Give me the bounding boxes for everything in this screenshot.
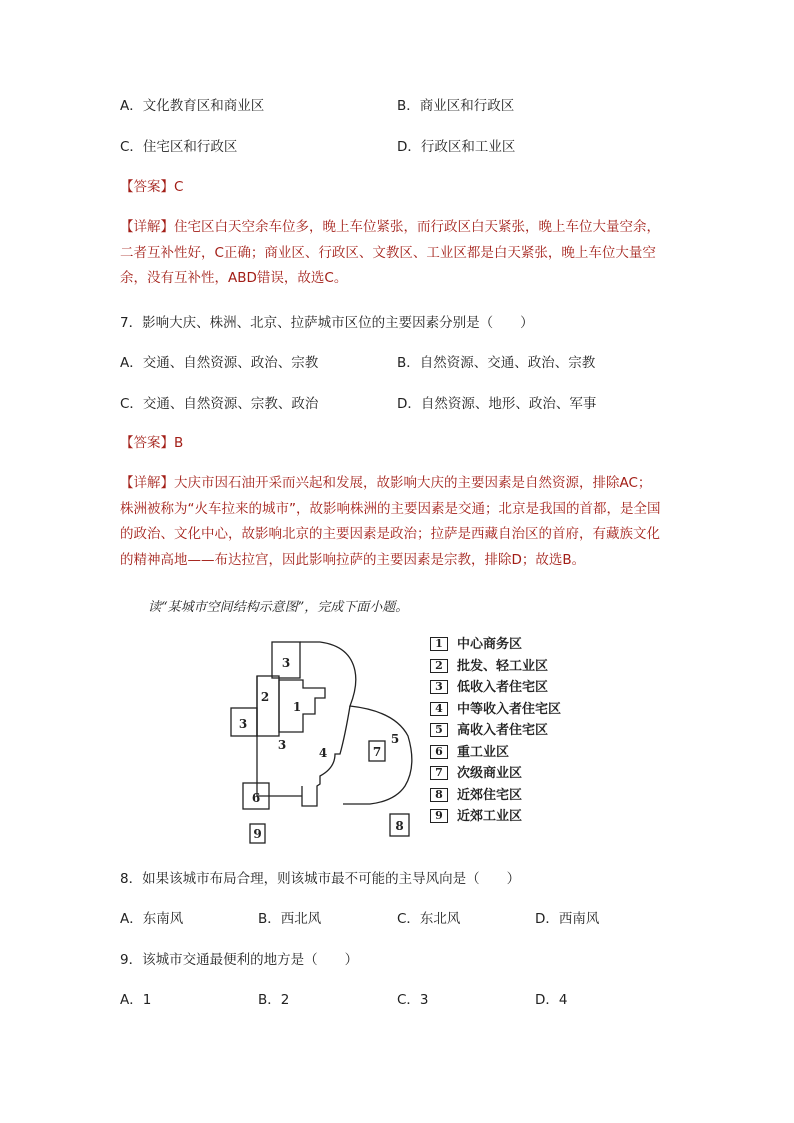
q7-answer — [120, 433, 183, 453]
detail-text: 大庆市因石油开采而兴起和发展，故影响大庆的主要因素是自然资源，排除AC； — [174, 475, 652, 491]
q8-option-b: B．西北风 — [258, 911, 322, 927]
zone-2 — [257, 676, 279, 736]
legend-label: 批发、轻工业区 — [457, 658, 549, 674]
zone-label: 7 — [372, 745, 382, 759]
answer-value: C — [174, 179, 184, 195]
legend-label: 中心商务区 — [457, 637, 523, 652]
q9-stem: 9．该城市交通最便利的地方是（ ） — [120, 952, 359, 968]
detail-line — [120, 215, 680, 241]
city-boundary — [300, 642, 412, 804]
q6-option-c: C．住宅区和行政区 — [120, 139, 238, 155]
answer-tag: 【答案】 — [120, 435, 174, 451]
detail-line: 株洲被称为“火车拉来的城市”，故影响株洲的主要因素是交通；北京是我国的首都，是全国 — [120, 500, 661, 517]
legend-key: 2 — [430, 659, 448, 673]
detail-text: 住宅区白天空余车位多，晚上车位紧张，而行政区白天紧张，晚上车位大量空余， — [174, 219, 660, 235]
zone-1 — [279, 680, 325, 732]
q9-option-d: D．4 — [535, 992, 568, 1008]
q9-option-b: B．2 — [258, 992, 290, 1008]
q8-option-a: A．东南风 — [120, 911, 184, 927]
legend-label: 次级商业区 — [457, 766, 523, 781]
q6-answer — [120, 177, 183, 197]
detail-line: 二者互补性好，C正确；商业区、行政区、文教区、工业区都是白天紧张，晚上车位大量空 — [120, 244, 656, 261]
detail-line — [120, 471, 680, 497]
q7-stem: 7．影响大庆、株洲、北京、拉萨城市区位的主要因素分别是（ ） — [120, 315, 534, 331]
q8-option-c: C．东北风 — [397, 911, 461, 927]
zone-label: 3 — [277, 738, 287, 752]
zone-label: 1 — [292, 700, 302, 714]
legend-label: 近郊住宅区 — [457, 787, 523, 803]
legend-key: 5 — [430, 723, 448, 737]
zone-label: 3 — [238, 717, 248, 731]
city-structure-map — [225, 636, 425, 846]
legend-label: 高收入者住宅区 — [457, 723, 549, 738]
zone-label: 8 — [395, 819, 404, 833]
map-intro: 读“某城市空间结构示意图”，完成下面小题。 — [148, 600, 409, 615]
detail-line: 的政治、文化中心，故影响北京的主要因素是政治；拉萨是西藏自治区的首府，有藏族文化 — [120, 526, 660, 542]
q6-option-a: A．文化教育区和商业区 — [120, 98, 265, 114]
q7-option-c: C．交通、自然资源、宗教、政治 — [120, 396, 319, 412]
q9-option-c: C．3 — [397, 992, 429, 1008]
q7-option-b: B．自然资源、交通、政治、宗教 — [397, 355, 596, 371]
q7-detail — [120, 471, 680, 573]
legend-key: 6 — [430, 745, 448, 759]
legend-label: 近郊工业区 — [457, 809, 523, 824]
q8-stem: 8．如果该城市布局合理，则该城市最不可能的主导风向是（ ） — [120, 871, 521, 887]
q9-option-a: A．1 — [120, 992, 152, 1008]
legend-key: 3 — [430, 680, 448, 694]
answer-value: B — [174, 435, 184, 451]
legend-key: 7 — [430, 766, 448, 780]
city-core — [257, 676, 350, 806]
legend-key: 9 — [430, 809, 448, 823]
zone-label: 9 — [253, 827, 262, 841]
zone-label: 2 — [260, 690, 270, 704]
q6-detail — [120, 215, 680, 292]
detail-tag: 【详解】 — [120, 219, 174, 235]
detail-line: 余，没有互补性，ABD错误，故选C。 — [120, 270, 348, 286]
zone-label: 4 — [318, 746, 328, 760]
legend-label: 中等收入者住宅区 — [457, 701, 562, 717]
q8-option-d: D．西南风 — [535, 911, 600, 927]
answer-tag: 【答案】 — [120, 179, 174, 195]
q7-option-d: D．自然资源、地形、政治、军事 — [397, 396, 597, 412]
legend-label: 重工业区 — [457, 744, 510, 760]
legend-key: 4 — [430, 702, 448, 716]
q7-option-a: A．交通、自然资源、政治、宗教 — [120, 355, 319, 371]
q6-option-b: B．商业区和行政区 — [397, 98, 515, 114]
q6-option-d: D．行政区和工业区 — [397, 139, 516, 155]
detail-line: 的精神高地——布达拉宫，因此影响拉萨的主要因素是宗教，排除D；故选B。 — [120, 551, 586, 568]
zone-label: 3 — [281, 656, 291, 670]
zone-label: 6 — [251, 791, 261, 805]
legend-label: 低收入者住宅区 — [457, 680, 549, 695]
detail-tag: 【详解】 — [120, 475, 174, 491]
legend-key: 1 — [430, 637, 448, 651]
zone-label: 5 — [390, 732, 400, 746]
legend-key: 8 — [430, 788, 448, 802]
